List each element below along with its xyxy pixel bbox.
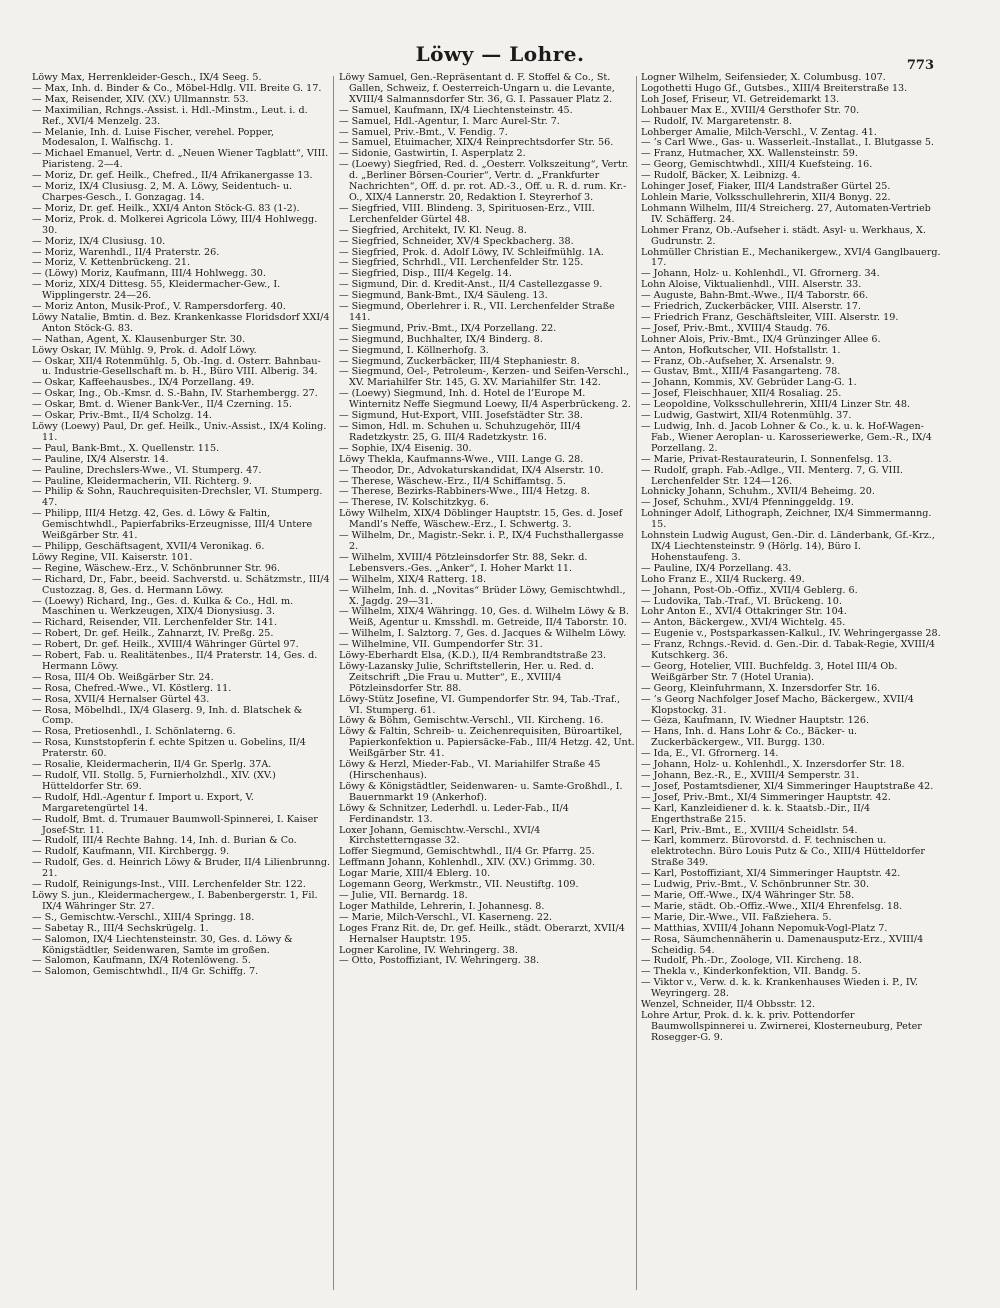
- directory-entry: Löwy & Schnitzer, Lederhdl. u. Leder-Fab., II/4 Ferdinandstr. 13.: [339, 803, 569, 825]
- directory-entry: — Richard, Reisender, VII. Lerchenfelder Str. 141.: [32, 618, 278, 629]
- directory-entry: — Franz, Hutmacher, XX. Wallensteinstr. 59.: [641, 149, 858, 160]
- directory-entry: — Karl, Priv.-Bmt., E., XVIII/4 Scheidlstr. 54.: [641, 825, 858, 836]
- directory-entry: — Paul, Bank-Bmt., X. Quellenstr. 115.: [32, 443, 220, 454]
- directory-entry: — Hans, Inh. d. Hans Lohr & Co., Bäcker- u. Zuckerbäckergew., VII. Burgg. 130.: [641, 727, 858, 749]
- directory-entry: — (Löwy) Moriz, Kaufmann, III/4 Hohlwegg. 30.: [32, 269, 266, 280]
- directory-entry: — Oskar, Ing., Ob.-Kmsr. d. S.-Bahn, IV. Starhembergg. 27.: [32, 389, 318, 400]
- directory-entry: — Siegfried, Disp., III/4 Kegelg. 14.: [339, 269, 512, 280]
- directory-entry: — Gustav, Bmt., XIII/4 Fasangarteng. 78.: [641, 367, 841, 378]
- directory-entry: — Oskar, Priv.-Bmt., II/4 Scholzg. 14.: [32, 411, 212, 422]
- directory-entry: Löwy Samuel, Gen.-Repräsentant d. F. Stoffel & Co., St. Gallen, Schweiz, f. Oesterreich-Ungarn u. die Levante, XVIII/4 Salmannsdorfer Str. 36, G. I. Passauer Platz 2.: [339, 73, 615, 105]
- directory-entry: — Rosalie, Kleidermacherin, II/4 Gr. Sperlg. 37A.: [32, 760, 272, 771]
- directory-entry: — Richard, Dr., Fabr., beeid. Sachverstd. u. Schätzmstr., III/4 Custozzag. 8, Ges. d. Hermann Löwy.: [32, 574, 330, 596]
- directory-entry: — Siegmund, Buchhalter, IX/4 Binderg. 8.: [339, 334, 543, 345]
- directory-entry: — Siegfried, Architekt, IV. Kl. Neug. 8.: [339, 225, 527, 236]
- directory-entry: — Simon, Hdl. m. Schuhen u. Schuhzugehör, III/4 Radetzkystr. 25, G. III/4 Radetzkystr. 16.: [339, 422, 581, 443]
- column-divider: [636, 76, 637, 1290]
- directory-entry: — Philipp, III/4 Hetzg. 42, Ges. d. Löwy & Faltin, Gemischtwhdl., Papierfabriks-Erzeugnisse, III/4 Untere Weißgärber Str. 41.: [32, 509, 313, 542]
- directory-entry: — Siegmund, Zuckerbäcker, III/4 Stephaniestr. 8.: [339, 356, 580, 367]
- column-3: [641, 73, 941, 1044]
- directory-entry: — Siegfried, Schneider, XV/4 Speckbacherg. 38.: [339, 236, 574, 247]
- directory-entry: — Wilhelmine, VII. Gumpendorfer Str. 31.: [339, 640, 543, 651]
- directory-entry: Loger Mathilde, Lehrerin, I. Johannesg. 8.: [339, 901, 545, 912]
- directory-entry: — Leopoldine, Volksschullehrerin, XIII/4 Linzer Str. 48.: [641, 400, 910, 411]
- directory-entry: — ’s Carl Wwe., Gas- u. Wasserleit.-Installat., I. Blutgasse 5.: [641, 138, 934, 149]
- directory-entry: Lohlein Marie, Volksschullehrerin, XII/4 Bonyg. 22.: [641, 192, 891, 203]
- directory-entry: — Siegmund, Oel-, Petroleum-, Kerzen- und Seifen-Verschl., XV. Mariahilfer Str. 145, G. XV. Mariahilfer Str. 142.: [339, 367, 630, 389]
- directory-entry: — Rosa, Kunststopferin f. echte Spitzen u. Gobelins, II/4 Praterstr. 60.: [32, 738, 306, 760]
- directory-entry: Löwy Max, Herrenkleider-Gesch., IX/4 Seeg. 5.: [32, 73, 262, 83]
- directory-entry: — Moriz Anton, Musik-Prof., V. Rampersdorferg. 40.: [32, 302, 286, 313]
- directory-entry: — Robert, Dr. gef. Heilk., XVIII/4 Währinger Gürtel 97.: [32, 640, 299, 651]
- directory-entry: — Johann, Holz- u. Kohlenhdl., VI. Gfrornerg. 34.: [641, 269, 880, 280]
- directory-entry: — Siegmund, Priv.-Bmt., IX/4 Porzellang. 22.: [339, 323, 557, 334]
- directory-entry: — Marie, städt. Ob.-Offiz.-Wwe., XII/4 Ehrenfelsg. 18.: [641, 901, 903, 912]
- directory-entry: — Marie, Off.-Wwe., IX/4 Währinger Str. 58.: [641, 890, 855, 901]
- directory-entry: — Max, Reisender, XIV. (XV.) Ullmannstr. 53.: [32, 94, 249, 105]
- directory-entry: — Julie, VII. Bernardg. 18.: [339, 890, 468, 901]
- directory-entry: — Robert, Fab. u. Realitätenbes., II/4 Praterstr. 14, Ges. d. Hermann Löwy.: [32, 651, 318, 672]
- directory-entry: — Oskar, Kaffeehausbes., IX/4 Porzellang. 49.: [32, 378, 255, 389]
- directory-entry: — Robert, Dr. gef. Heilk., Zahnarzt, IV. Preßg. 25.: [32, 629, 274, 640]
- column-divider: [333, 76, 334, 1290]
- directory-entry: — Viktor v., Verw. d. k. k. Krankenhauses Wieden i. P., IV. Weyringerg. 28.: [641, 978, 918, 1000]
- directory-entry: Löwy Thekla, Kaufmanns-Wwe., VIII. Lange G. 28.: [339, 454, 584, 465]
- directory-entry: — Ludovika, Tab.-Traf., VI. Brückeng. 10.: [641, 596, 842, 607]
- directory-entry: — Moriz, Prok. d. Molkerei Agricola Löwy, III/4 Hohlwegg. 30.: [32, 214, 318, 236]
- directory-entry: Löwy & Böhm, Gemischtw.-Verschl., VII. Kircheng. 16.: [339, 716, 604, 727]
- directory-entry: — Ludwig, Inh. d. Jacob Lohner & Co., k. u. k. Hof-Wagen-Fab., Wiener Aeroplan- u. Karosseriewerke, Gem.-R., IX/4 Porzellang. 2.: [641, 422, 932, 454]
- directory-entry: — Marie, Privat-Restaurateurin, I. Sonnenfelsg. 13.: [641, 454, 892, 465]
- directory-entry: — Sigmund, Dir. d. Kredit-Anst., II/4 Castellezgasse 9.: [339, 280, 603, 291]
- directory-entry: — Ludwig, Gastwirt, XII/4 Rotenmühlg. 37.: [641, 411, 852, 422]
- directory-entry: — Rudolf, graph. Fab.-Adlge., VII. Menterg. 7, G. VIII. Lerchenfelder Str. 124—126.: [641, 465, 904, 487]
- directory-entry: Lohberger Amalie, Milch-Verschl., V. Zentag. 41.: [641, 127, 877, 138]
- directory-entry: — Samuel, Hdl.-Agentur, I. Marc Aurel-Str. 7.: [339, 116, 560, 127]
- directory-entry: — Johann, Holz- u. Kohlenhdl., X. Inzersdorfer Str. 18.: [641, 760, 905, 771]
- directory-entry: Löwy Wilhelm, XIX/4 Döblinger Hauptstr. 15, Ges. d. Josef Mandl’s Neffe, Wäschew.-Erz., I. Schwertg. 3.: [339, 509, 623, 531]
- directory-entry: — Johann, Bez.-R., E., XVIII/4 Semperstr. 31.: [641, 771, 860, 781]
- directory-entry: — Siegfried, VIII. Blindeng. 3, Spirituosen-Erz., VIII. Lerchenfelder Gürtel 48.: [339, 203, 595, 225]
- directory-entry: Lohner Alois, Priv.-Bmt., IX/4 Grünzinger Allee 6.: [641, 334, 881, 345]
- directory-entry: — Salomon, Gemischtwhdl., II/4 Gr. Schiffg. 7.: [32, 967, 259, 978]
- directory-entry: — Josef, Schuhm., XVI/4 Pfenninggeldg. 19.: [641, 498, 854, 509]
- directory-entry: — Ludwig, Priv.-Bmt., V. Schönbrunner Str. 30.: [641, 880, 870, 891]
- directory-entry: — Thekla v., Kinderkonfektion, VII. Bandg. 5.: [641, 967, 861, 978]
- directory-entry: — Anton, Bäckergew., XVI/4 Wichtelg. 45.: [641, 618, 846, 629]
- directory-entry: — Moriz, Dr. gef. Heilk., XXI/4 Anton Stöck-G. 83 (1-2).: [32, 203, 300, 214]
- directory-entry: — (Loewy) Siegmund, Inh. d. Hotel de l’Europe M. Winternitz Neffe Siegmund Loewy, II/4 Asperbrückeng. 2.: [339, 389, 631, 411]
- directory-entry: — Marie, Milch-Verschl., VI. Kaserneng. 22.: [339, 912, 553, 923]
- directory-entry: Loh Josef, Friseur, VI. Getreidemarkt 13.: [641, 94, 840, 105]
- directory-entry: — Michael Emanuel, Vertr. d. „Neuen Wiener Tagblatt“, VIII. Piaristeng. 2—4.: [32, 149, 329, 171]
- directory-entry: — Josef, Fleischhauer, XII/4 Rosaliag. 25.: [641, 389, 842, 400]
- directory-entry: — Sigmund, Hut-Export, VIII. Josefstädter Str. 38.: [339, 411, 583, 422]
- directory-entry: — Philip & Sohn, Rauchrequisiten-Drechsler, VI. Stumperg. 47.: [32, 487, 323, 509]
- directory-entry: — Georg, Kleinfuhrmann, X. Inzersdorfer Str. 16.: [641, 683, 881, 694]
- directory-entry: — Siegfried, Schrhdl., VII. Lerchenfelder Str. 125.: [339, 258, 584, 269]
- page-number: 773: [906, 58, 934, 73]
- directory-entry: — Rudolf, Reinigungs-Inst., VIII. Lerchenfelder Str. 122.: [32, 880, 306, 891]
- directory-entry: — Wilhelm, Inh. d. „Novitas“ Brüder Löwy, Gemischtwhdl., X. Jagdg. 29—31.: [339, 585, 626, 607]
- directory-entry: Lohmann Wilhelm, III/4 Streicherg. 27, Automaten-Vertrieb IV. Schäfferg. 24.: [641, 203, 931, 225]
- directory-entry: — Franz, Ob.-Aufseher, X. Arsenalstr. 9.: [641, 356, 835, 367]
- page-header: [0, 38, 1000, 72]
- directory-entry: — Philipp, Geschäftsagent, XVII/4 Veronikag. 6.: [32, 541, 265, 552]
- directory-entry: — Therese, Wäschew.-Erz., II/4 Schiffamtsg. 5.: [339, 476, 566, 487]
- directory-entry: Löwy & Herzl, Mieder-Fab., VI. Mariahilfer Straße 45 (Hirschenhaus).: [339, 760, 601, 781]
- directory-entry: Logner Karoline, IV. Wehringerg. 38.: [339, 945, 518, 956]
- column-2: [339, 73, 635, 967]
- directory-entry: — Maximilian, Rchngs.-Assist. i. Hdl.-Minstm., Leut. i. d. Ref., XVI/4 Menzelg. 23.: [32, 105, 308, 127]
- directory-entry: — Friedrich, Zuckerbäcker, VIII. Alserstr. 17.: [641, 302, 861, 313]
- column-1: [32, 73, 332, 978]
- directory-entry: — Siegmund, Bank-Bmt., IX/4 Säuleng. 13.: [339, 291, 548, 302]
- directory-entry: — Rudolf, VII. Stollg. 5, Furnierholzhdl., XIV. (XV.) Hütteldorfer Str. 69.: [32, 771, 276, 792]
- directory-entry: — Melanie, Inh. d. Luise Fischer, verehel. Popper, Modesalon, I. Walfischg. 1.: [32, 127, 274, 149]
- directory-entry: — Franz, Rchngs.-Revid. d. Gen.-Dir. d. Tabak-Regie, XVIII/4 Kutschkerg. 36.: [641, 640, 936, 662]
- directory-entry: — Friedrich Franz, Geschäftsleiter, VIII. Alserstr. 19.: [641, 312, 899, 323]
- directory-entry: — Auguste, Bahn-Bmt.-Wwe., II/4 Taborstr. 66.: [641, 291, 869, 302]
- directory-entry: — Rudolf, Bäcker, X. Leibnizg. 4.: [641, 171, 801, 182]
- directory-entry: Löwy & Königstädtler, Seidenwaren- u. Samte-Großhdl., I. Bauernmarkt 19 (Ankerhof).: [339, 781, 623, 803]
- directory-entry: Löwy Oskar, IV. Mühlg. 9, Prok. d. Adolf Löwy.: [32, 345, 257, 356]
- directory-entry: — Pauline, Kleidermacherin, VII. Richterg. 9.: [32, 476, 252, 487]
- directory-entry: — Rudolf, Bmt. d. Trumauer Baumwoll-Spinnerei, I. Kaiser Josef-Str. 11.: [32, 814, 318, 836]
- directory-entry: — Rudolf, III/4 Rechte Bahng. 14, Inh. d. Burian & Co.: [32, 836, 297, 847]
- directory-entry: — Sophie, IX/4 Eisenig. 30.: [339, 443, 472, 454]
- directory-entry: Lohnicky Johann, Schuhm., XVII/4 Beheimg. 20.: [641, 487, 875, 498]
- directory-entry: — Johann, Kommis, XV. Gebrüder Lang-G. 1.: [641, 378, 857, 389]
- directory-entry: — Rudolf, Ph.-Dr., Zoologe, VII. Kircheng. 18.: [641, 956, 862, 967]
- directory-entry: — Marie, Dir.-Wwe., VII. Faßziehera. 5.: [641, 912, 832, 923]
- directory-entry: — Moriz, IX/4 Clusiusg. 10.: [32, 236, 166, 247]
- directory-entry: — Rudolf, Kaufmann, VII. Kirchbergg. 9.: [32, 847, 230, 858]
- directory-entry: Lohbauer Max E., XVIII/4 Gersthofer Str. 70.: [641, 105, 860, 116]
- directory-entry: — Pauline, IX/4 Alserstr. 14.: [32, 454, 169, 465]
- directory-entry: — Ida, E., VI. Gfrornerg. 14.: [641, 749, 779, 760]
- directory-entry: — Rosa, Säumchennäherin u. Damenausputz-Erz., XVIII/4 Scheidig. 54.: [641, 934, 924, 956]
- directory-entry: — Rosa, Möbelhdl., IX/4 Glaserg. 9, Inh. d. Blatschek & Comp.: [32, 705, 303, 727]
- directory-entry: — Samuel, Kaufmann, IX/4 Liechtensteinstr. 45.: [339, 105, 573, 116]
- directory-entry: — Rudolf, IV. Margaretenstr. 8.: [641, 116, 793, 127]
- directory-entry: Loges Franz Rit. de, Dr. gef. Heilk., städt. Oberarzt, XVII/4 Hernalser Hauptstr. 195.: [339, 923, 625, 945]
- directory-entry: Leffmann Johann, Kohlenhdl., XIV. (XV.) Grimmg. 30.: [339, 858, 596, 869]
- directory-entry: — Otto, Postoffiziant, IV. Wehringerg. 38.: [339, 956, 540, 967]
- directory-entry: — Therese, IV. Kolschitzkyg. 6.: [339, 498, 489, 509]
- directory-entry: — Moriz, Dr. gef. Heilk., Chefred., II/4 Afrikanergasse 13.: [32, 171, 313, 182]
- directory-entry: Wenzel, Schneider, II/4 Obbsstr. 12.: [641, 1000, 816, 1011]
- directory-entry: — Siegmund, Oberlehrer i. R., VII. Lerchenfelder Straße 141.: [339, 302, 615, 323]
- directory-entry: — Eugenie v., Postsparkassen-Kalkul., IV. Wehringergasse 28.: [641, 629, 941, 640]
- directory-entry: — Karl, kommerz. Bürovorstd. d. F. technischen u. elektrotechn. Büro Louis Putz & Co., XIII/4 Hütteldorfer Straße 349.: [641, 836, 926, 869]
- directory-entry: Löwy Regine, VII. Kaiserstr. 101.: [32, 552, 193, 563]
- directory-entry: Lohnstein Ludwig August, Gen.-Dir. d. Länderbank, Gf.-Krz., IX/4 Liechtensteinstr. 9 (Hörlg. 14), Büro I. Hohenstaufeng. 3.: [641, 531, 935, 563]
- directory-entry: Loho Franz E., XII/4 Ruckerg. 49.: [641, 574, 805, 585]
- directory-entry: Logemann Georg, Werkmstr., VII. Neustiftg. 109.: [339, 880, 579, 891]
- directory-entry: Löwy & Faltin, Schreib- u. Zeichenrequisiten, Büroartikel, Papierkonfektion u. Papiersäcke-Fab., III/4 Hetzg. 42, Unt. Weißgärber Str. 41.: [339, 727, 635, 760]
- directory-entry: — Pauline, Drechslers-Wwe., VI. Stumperg. 47.: [32, 465, 262, 476]
- directory-entry: — Rosa, III/4 Ob. Weißgärber Str. 24.: [32, 672, 214, 683]
- directory-entry: — Johann, Post-Ob.-Offiz., XVII/4 Geblerg. 6.: [641, 585, 858, 596]
- directory-entry: — Moriz, XIX/4 Dittesg. 55, Kleidermacher-Gew., I. Wipplingerstr. 24—26.: [32, 280, 281, 302]
- directory-entry: Löwy (Loewy) Paul, Dr. gef. Heilk., Univ.-Assist., IX/4 Koling. 11.: [32, 422, 327, 443]
- directory-entry: — Rosa, Pretiosenhdl., I. Schönlaterng. 6.: [32, 727, 236, 738]
- directory-entry: Lohinger Josef, Fiaker, III/4 Landstraßer Gürtel 25.: [641, 182, 891, 193]
- directory-entry: Löwy-Stütz Josefine, VI. Gumpendorfer Str. 94, Tab.-Traf., VI. Stumperg. 61.: [339, 694, 621, 716]
- directory-entry: Loxer Johann, Gemischtw.-Verschl., XVI/4 Kirchstetterngasse 32.: [339, 825, 541, 847]
- directory-entry: — Anton, Hofkutscher, VII. Hofstallstr. 1.: [641, 345, 841, 356]
- directory-entry: — (Loewy) Siegfried, Red. d. „Oesterr. Volkszeitung“, Vertr. d. „Berliner Börsen-Courier“, Vertr. d. „Frankfurter Nachrichten“, Off. d. pr. rot. AD.-3., Off. u. R. d. rum. Kr.-O., XIX/4 Lannerstr. 20, Redaktion I. Steyrerhof 3.: [339, 160, 629, 203]
- directory-entry: — Siegmund, I. Köllnerhofg. 3.: [339, 345, 489, 356]
- directory-entry: — Georg, Hotelier, VIII. Buchfeldg. 3, Hotel III/4 Ob. Weißgärber Str. 7 (Hotel Urania).: [641, 661, 898, 683]
- directory-entry: — Wilhelm, XIX/4 Ratterg. 18.: [339, 574, 487, 585]
- directory-entry: — Josef, Postamtsdiener, XI/4 Simmeringer Hauptstraße 42.: [641, 781, 934, 792]
- directory-entry: — Rudolf, Hdl.-Agentur f. Import u. Export, V. Margaretengürtel 14.: [32, 792, 254, 814]
- directory-entry: — Karl, Postoffiziant, XI/4 Simmeringer Hauptstr. 42.: [641, 869, 901, 880]
- directory-entry: — Wilhelm, I. Salztorg. 7, Ges. d. Jacques & Wilhelm Löwy.: [339, 629, 627, 640]
- directory-entry: — Oskar, Bmt. d. Wiener Bank-Ver., II/4 Czerning. 15.: [32, 400, 292, 411]
- directory-entry: — Therese, Bezirks-Rabbiners-Wwe., III/4 Hetzg. 8.: [339, 487, 590, 498]
- directory-entry: Logothetti Hugo Gf., Gutsbes., XIII/4 Breiterstraße 13.: [641, 83, 908, 94]
- directory-entry: — Moriz, V. Kettenbrückeng. 21.: [32, 258, 191, 269]
- directory-entry: — (Loewy) Richard, Ing., Ges. d. Kulka & Co., Hdl. m. Maschinen u. Werkzeugen, XIX/4 Dionysiusg. 3.: [32, 596, 294, 618]
- directory-entry: — Siegfried, Prok. d. Adolf Löwy, IV. Schleifmühlg. 1A.: [339, 247, 604, 258]
- directory-entry: Löwy-Eberhardt Elsa, (K.D.), II/4 Rembrandtstraße 23.: [339, 651, 607, 662]
- directory-entry: — Josef, Priv.-Bmt., XI/4 Simmeringer Hauptstr. 42.: [641, 792, 891, 803]
- directory-entry: Lohre Artur, Prok. d. k. k. priv. Pottendorfer Baumwollspinnerei u. Zwirnerei, Klosterneuburg, Peter Rosegger-G. 9.: [641, 1010, 922, 1043]
- directory-entry: — Matthias, XVIII/4 Johann Nepomuk-Vogl-Platz 7.: [641, 923, 888, 934]
- directory-entry: — Salomon, IX/4 Liechtensteinstr. 30, Ges. d. Löwy & Königstädtler, Seidenwaren, Samte im großen.: [32, 934, 293, 956]
- directory-entry: — Pauline, IX/4 Porzellang. 43.: [641, 563, 792, 574]
- directory-entry: — Josef, Priv.-Bmt., XVIII/4 Staudg. 76.: [641, 323, 831, 334]
- directory-entry: Löwy Natalie, Bmtin. d. Bez. Krankenkasse Floridsdorf XXI/4 Anton Stöck-G. 83.: [32, 312, 330, 334]
- directory-entry: Löwy S. jun., Kleidermachergew., I. Babenbergerstr. 1, Fil. IX/4 Währinger Str. 27.: [32, 890, 318, 912]
- directory-entry: — Géza, Kaufmann, IV. Wiedner Hauptstr. 126.: [641, 716, 869, 727]
- directory-entry: — Salomon, Kaufmann, IX/4 Rotenlöweng. 5.: [32, 956, 251, 967]
- directory-entry: — Max, Inh. d. Binder & Co., Möbel-Hdlg. VII. Breite G. 17.: [32, 83, 322, 94]
- directory-entry: — Wilhelm, Dr., Magistr.-Sekr. i. P., IX/4 Fuchsthallergasse 2.: [339, 531, 624, 552]
- directory-entry: — Rosa, XVII/4 Hernalser Gürtel 43.: [32, 694, 210, 705]
- directory-entry: Lohmüller Christian E., Mechanikergew., XVI/4 Ganglbauerg. 17.: [641, 247, 941, 269]
- directory-entry: — Sidonie, Gastwirtin, I. Asperplatz 2.: [339, 149, 526, 160]
- directory-entry: — Nathan, Agent, X. Klausenburger Str. 30.: [32, 334, 246, 345]
- directory-entry: Lohmer Franz, Ob.-Aufseher i. städt. Asyl- u. Werkhaus, X. Gudrunstr. 2.: [641, 225, 926, 247]
- directory-entry: — Samuel, Priv.-Bmt., V. Fendig. 7.: [339, 127, 508, 138]
- page-title: Löwy — Lohre.: [415, 42, 585, 66]
- directory-entry: Logner Wilhelm, Seifensieder, X. Columbusg. 107.: [641, 73, 886, 83]
- directory-entry: — Georg, Gemischtwhdl., XIII/4 Kuefsteing. 16.: [641, 160, 873, 171]
- directory-entry: Lohn Aloise, Viktualienhdl., VIII. Alserstr. 33.: [641, 280, 862, 291]
- directory-entry: — Moriz, Warenhdl., II/4 Praterstr. 26.: [32, 247, 220, 258]
- directory-entry: Lohninger Adolf, Lithograph, Zeichner, IX/4 Simmermanng. 15.: [641, 509, 932, 531]
- directory-entry: — Moriz, IX/4 Clusiusg. 2, M. A. Löwy, Seidentuch- u. Charpes-Gesch., I. Gonzagag. 14.: [32, 182, 293, 203]
- directory-entry: — Karl, Kanzleidiener d. k. k. Staatsb.-Dir., II/4 Engerthstraße 215.: [641, 803, 871, 825]
- directory-entry: — Rosa, Chefred.-Wwe., VI. Köstlerg. 11.: [32, 683, 232, 694]
- directory-entry: — S., Gemischtw.-Verschl., XIII/4 Springg. 18.: [32, 912, 255, 923]
- directory-entry: Logar Marie, XIII/4 Eblerg. 10.: [339, 869, 491, 880]
- directory-entry: — Wilhelm, XVIII/4 Pötzleinsdorfer Str. 88, Sekr. d. Lebensvers.-Ges. „Anker“, I. Hoher Markt 11.: [339, 552, 588, 574]
- directory-entry: — Oskar, XII/4 Rotenmühlg. 5, Ob.-Ing. d. Österr. Bahnbau- u. Industrie-Gesellschaft m. b. H., Büro VIII. Alberig. 34.: [32, 356, 321, 378]
- directory-entry: — Wilhelm, XIX/4 Währingg. 10, Ges. d. Wilhelm Löwy & B. Weiß, Agentur u. Kmsshdl. m. Getreide, II/4 Taborstr. 10.: [339, 607, 629, 629]
- directory-entry: Loffer Siegmund, Gemischtwhdl., II/4 Gr. Pfarrg. 25.: [339, 847, 595, 858]
- directory-entry: — ’s Georg Nachfolger Josef Macho, Bäckergew., XVII/4 Klopstockg. 31.: [641, 694, 914, 716]
- directory-entry: — Regine, Wäschew.-Erz., V. Schönbrunner Str. 96.: [32, 563, 281, 574]
- directory-entry: — Theodor, Dr., Advokaturskandidat, IX/4 Alserstr. 10.: [339, 465, 604, 476]
- directory-entry: Lohr Anton E., XVI/4 Ottakringer Str. 104.: [641, 607, 847, 618]
- directory-entry: — Sabetay R., III/4 Sechskrügelg. 1.: [32, 923, 209, 934]
- directory-entry: Löwy-Lazansky Julie, Schriftstellerin, Her. u. Red. d. Zeitschrift „Die Frau u. Mutter“, E., XVIII/4 Pötzleinsdorfer Str. 88.: [339, 661, 594, 694]
- directory-entry: — Samuel, Etuimacher, XIX/4 Reinprechtsdorfer Str. 56.: [339, 138, 614, 149]
- directory-entry: — Rudolf, Ges. d. Heinrich Löwy & Bruder, II/4 Lilienbrunng. 21.: [32, 858, 331, 880]
